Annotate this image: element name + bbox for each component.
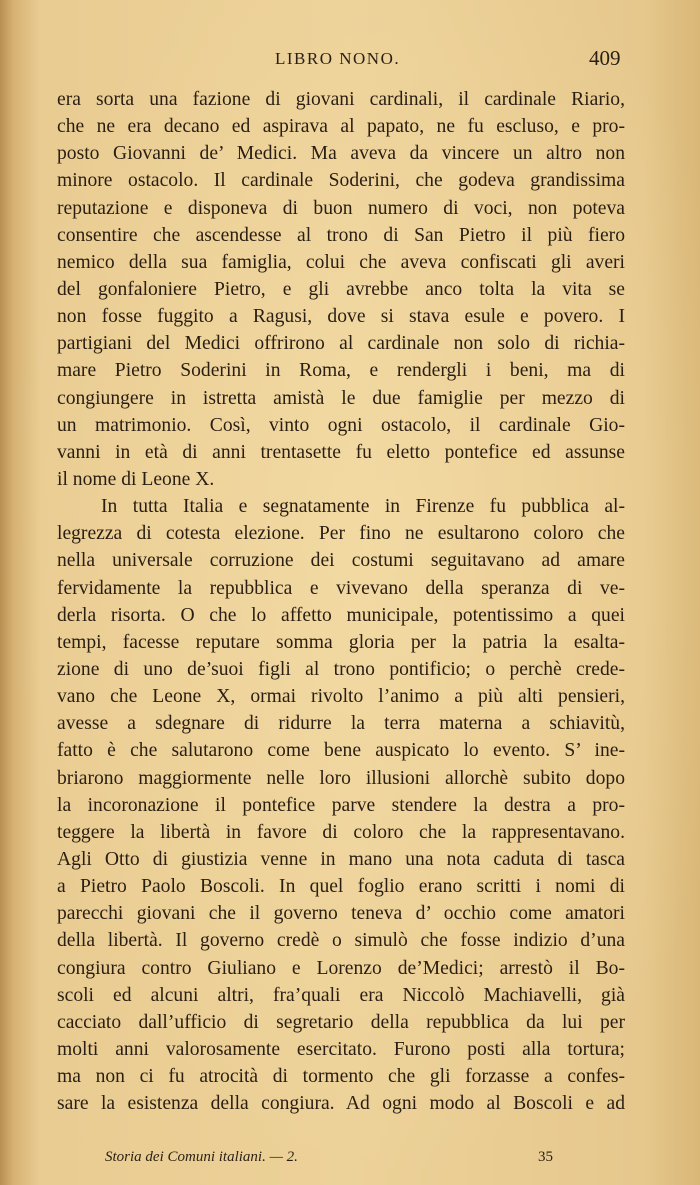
- footer-title: Storia dei Comuni italiani. — 2.: [105, 1149, 298, 1165]
- text-line: parecchi giovani che il governo teneva d’ occhio come amatori: [57, 903, 625, 925]
- text-line: la incoronazione il pontefice parve stendere la destra a pro-: [57, 794, 625, 816]
- text-line: nella universale corruzione dei costumi seguitavano ad amare: [57, 550, 625, 572]
- text-line: vanni in età di anni trentasette fu eletto pontefice ed assunse: [57, 441, 625, 463]
- text-line: della libertà. Il governo credè o simulò che fosse indizio d’una: [57, 930, 625, 952]
- text-line: partigiani del Medici offrirono al cardinale non solo di richia-: [57, 333, 625, 355]
- text-line: ma non ci fu atrocità di tormento che gli forzasse a confes-: [57, 1066, 625, 1088]
- text-line: cacciato dall’ufficio di segretario della repubblica da lui per: [57, 1011, 625, 1033]
- text-line: minore ostacolo. Il cardinale Soderini, che godeva grandissima: [57, 170, 625, 192]
- text-line: Agli Otto di giustizia venne in mano una nota caduta di tasca: [57, 848, 625, 870]
- page-footer: [0, 1149, 700, 1171]
- text-line: derla risorta. O che lo affetto municipale, potentissimo a quei: [57, 604, 625, 626]
- text-line: avesse a sdegnare di ridurre la terra materna a schiavitù,: [57, 713, 625, 735]
- text-line: che ne era decano ed aspirava al papato, ne fu escluso, e pro-: [57, 116, 625, 138]
- text-line: congiungere in istretta amistà le due famiglie per mezzo di: [57, 387, 625, 409]
- text-line: mare Pietro Soderini in Roma, e rendergli i beni, ma di: [57, 360, 625, 382]
- body-text: [57, 86, 625, 1117]
- text-line: tempi, facesse reputare somma gloria per la patria la esalta-: [57, 631, 625, 653]
- paragraph-first-line: In tutta Italia e segnatamente in Firenze fu pubblica al-: [101, 496, 625, 518]
- text-line: congiura contro Giuliano e Lorenzo de’Medici; arrestò il Bo-: [57, 957, 625, 979]
- text-line: del gonfaloniere Pietro, e gli avrebbe anco tolta la vita se: [57, 278, 625, 300]
- text-line: molti anni valorosamente esercitato. Furono posti alla tortura;: [57, 1038, 625, 1060]
- text-line: zione di uno de’suoi figli al trono pontificio; o perchè crede-: [57, 658, 625, 680]
- text-line: posto Giovanni de’ Medici. Ma aveva da vincere un altro non: [57, 143, 625, 165]
- page-number: 409: [589, 46, 621, 70]
- text-line: fatto è che salutarono come bene auspicato lo evento. S’ ine-: [57, 740, 625, 762]
- text-line: legrezza di cotesta elezione. Per fino ne esultarono coloro che: [57, 523, 625, 545]
- text-line: a Pietro Paolo Boscoli. In quel foglio erano scritti i nomi di: [57, 876, 625, 898]
- running-title: LIBRO NONO.: [275, 49, 401, 68]
- text-line: briarono maggiormente nelle loro illusioni allorchè subito dopo: [57, 767, 625, 789]
- page-header: [0, 47, 700, 77]
- text-line: scoli ed alcuni altri, fra’quali era Niccolò Machiavelli, già: [57, 984, 625, 1006]
- signature-mark: 35: [538, 1149, 553, 1165]
- text-line: fervidamente la repubblica e vivevano della speranza di ve-: [57, 577, 625, 599]
- text-line: reputazione e disponeva di buon numero di voci, non poteva: [57, 197, 625, 219]
- text-line: un matrimonio. Così, vinto ogni ostacolo, il cardinale Gio-: [57, 414, 625, 436]
- text-line: vano che Leone X, ormai rivolto l’animo a più alti pensieri,: [57, 686, 625, 708]
- text-line: teggere la libertà in favore di coloro che la rappresentavano.: [57, 821, 625, 843]
- text-line: consentire che ascendesse al trono di San Pietro il più fiero: [57, 224, 625, 246]
- text-line: non fosse fuggito a Ragusi, dove si stava esule e povero. I: [57, 306, 625, 328]
- text-line: era sorta una fazione di giovani cardinali, il cardinale Riario,: [57, 89, 625, 110]
- text-line: il nome di Leone X.: [57, 468, 215, 490]
- text-line: nemico della sua famiglia, colui che aveva confiscati gli averi: [57, 251, 625, 273]
- text-line: sare la esistenza della congiura. Ad ogni modo al Boscoli e ad: [57, 1093, 625, 1115]
